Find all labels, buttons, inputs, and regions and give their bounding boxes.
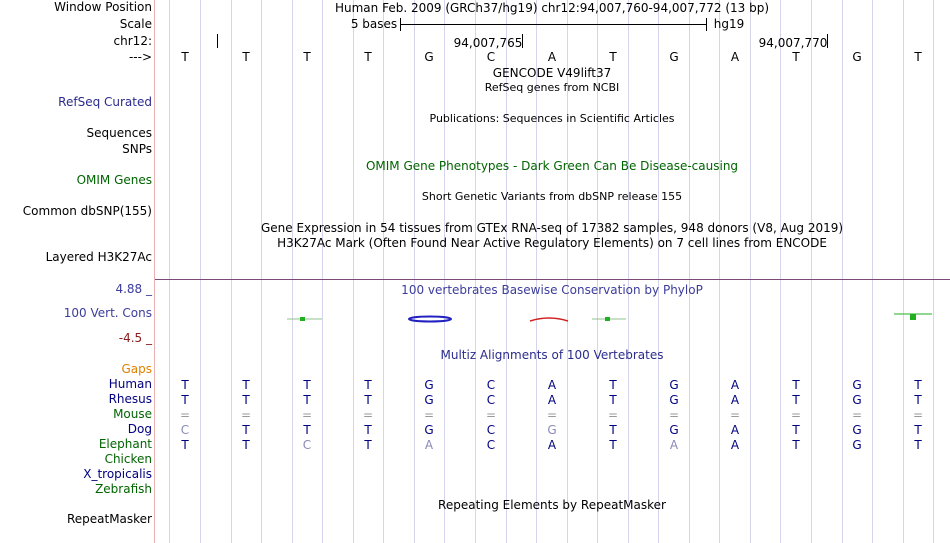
- repeatmasker-track-title[interactable]: Repeating Elements by RepeatMasker: [438, 498, 666, 512]
- species-label[interactable]: X_tropicalis: [83, 467, 152, 481]
- alignment-base: =: [912, 408, 924, 422]
- alignment-base: G: [669, 393, 679, 407]
- alignment-base: =: [790, 408, 802, 422]
- alignment-base: =: [668, 408, 680, 422]
- alignment-base: G: [852, 423, 862, 437]
- alignment-base: C: [486, 393, 496, 407]
- reference-base: T: [242, 50, 250, 64]
- alignment-base: C: [486, 378, 496, 392]
- alignment-base: =: [607, 408, 619, 422]
- sequences-label[interactable]: Sequences: [86, 126, 152, 140]
- species-label[interactable]: Mouse: [113, 407, 152, 421]
- cons-track-title[interactable]: 100 vertebrates Basewise Conservation by PhyloP: [401, 283, 703, 297]
- alignment-base: T: [364, 438, 372, 452]
- species-label[interactable]: Rhesus: [108, 392, 152, 406]
- alignment-base: T: [364, 393, 372, 407]
- alignment-base: =: [362, 408, 374, 422]
- alignment-base: A: [424, 438, 434, 452]
- alignment-base: A: [730, 438, 740, 452]
- reference-base: A: [730, 50, 740, 64]
- alignment-base: =: [729, 408, 741, 422]
- alignment-base: G: [547, 423, 557, 437]
- dbsnp-track-title[interactable]: Short Genetic Variants from dbSNP release 155: [421, 190, 683, 203]
- window-position-label: Window Position: [54, 0, 152, 14]
- species-label[interactable]: Elephant: [98, 437, 152, 451]
- strand-label: --->: [128, 50, 152, 64]
- alignment-base: C: [486, 438, 496, 452]
- alignment-base: T: [242, 423, 250, 437]
- alignment-base: T: [181, 378, 189, 392]
- snps-label[interactable]: SNPs: [122, 142, 152, 156]
- alignment-base: A: [547, 393, 557, 407]
- vert-cons-label[interactable]: 100 Vert. Cons: [63, 306, 152, 320]
- alignment-base: =: [485, 408, 497, 422]
- alignment-base: C: [302, 438, 312, 452]
- alignment-base: T: [242, 393, 250, 407]
- coord-label-1: 94,007,765: [453, 36, 523, 50]
- multiz-track-title[interactable]: Multiz Alignments of 100 Vertebrates: [440, 348, 664, 362]
- alignment-base: T: [609, 378, 617, 392]
- reference-base: T: [181, 50, 189, 64]
- chrom-label: chr12:: [113, 34, 152, 48]
- cons-green-mark: [605, 317, 610, 321]
- repeatmasker-label[interactable]: RepeatMasker: [66, 512, 152, 526]
- alignment-base: A: [547, 438, 557, 452]
- species-label[interactable]: Dog: [127, 422, 152, 436]
- cons-green-mark: [910, 314, 916, 320]
- alignment-base: G: [424, 393, 434, 407]
- gtex-track-title[interactable]: Gene Expression in 54 tissues from GTEx RNA-seq of 17382 samples, 948 donors (V8, Aug 2019): [260, 221, 844, 235]
- alignment-base: G: [669, 423, 679, 437]
- layered-h3k27ac-label[interactable]: Layered H3K27Ac: [45, 250, 152, 264]
- alignment-base: T: [609, 438, 617, 452]
- cons-max-label: 4.88 _: [115, 282, 152, 296]
- species-label[interactable]: Zebrafish: [95, 482, 152, 496]
- cons-green-mark: [300, 317, 305, 321]
- cons-blue-mark: [409, 317, 451, 322]
- alignment-base: A: [669, 438, 679, 452]
- gencode-track-title[interactable]: GENCODE V49lift37: [492, 66, 612, 80]
- scale-label: Scale: [119, 17, 152, 31]
- species-label[interactable]: Human: [108, 377, 152, 391]
- reference-base: G: [424, 50, 434, 64]
- alignment-base: T: [303, 378, 311, 392]
- reference-base: A: [547, 50, 557, 64]
- publications-track-title[interactable]: Publications: Sequences in Scientific Articles: [429, 112, 675, 125]
- alignment-base: T: [364, 378, 372, 392]
- alignment-base: =: [423, 408, 435, 422]
- alignment-base: T: [792, 438, 800, 452]
- alignment-base: T: [914, 423, 922, 437]
- alignment-base: T: [242, 438, 250, 452]
- omim-genes-label[interactable]: OMIM Genes: [76, 173, 152, 187]
- alignment-base: T: [609, 393, 617, 407]
- reference-base: C: [486, 50, 496, 64]
- alignment-base: T: [303, 393, 311, 407]
- alignment-base: G: [669, 378, 679, 392]
- alignment-base: G: [424, 423, 434, 437]
- cons-red-mark: [530, 318, 568, 321]
- alignment-base: T: [792, 378, 800, 392]
- reference-base: G: [852, 50, 862, 64]
- alignment-base: T: [914, 378, 922, 392]
- alignment-base: T: [609, 423, 617, 437]
- alignment-base: A: [547, 378, 557, 392]
- alignment-base: =: [851, 408, 863, 422]
- alignment-base: C: [180, 423, 190, 437]
- alignment-base: T: [792, 393, 800, 407]
- omim-track-title[interactable]: OMIM Gene Phenotypes - Dark Green Can Be Disease-causing: [365, 159, 739, 173]
- alignment-base: T: [181, 393, 189, 407]
- alignment-base: T: [181, 438, 189, 452]
- gaps-label[interactable]: Gaps: [121, 362, 152, 376]
- window-position-value[interactable]: Human Feb. 2009 (GRCh37/hg19) chr12:94,007,760-94,007,772 (13 bp): [334, 1, 770, 15]
- alignment-base: G: [852, 393, 862, 407]
- alignment-base: C: [486, 423, 496, 437]
- alignment-base: A: [730, 393, 740, 407]
- h3k27ac-track-title[interactable]: H3K27Ac Mark (Often Found Near Active Regulatory Elements) on 7 cell lines from ENCODE: [277, 236, 827, 250]
- alignment-base: G: [424, 378, 434, 392]
- cons-min-label: -4.5 _: [118, 331, 152, 345]
- alignment-base: =: [301, 408, 313, 422]
- alignment-base: G: [852, 378, 862, 392]
- alignment-base: T: [914, 393, 922, 407]
- alignment-base: T: [792, 423, 800, 437]
- alignment-base: T: [303, 423, 311, 437]
- alignment-base: A: [730, 378, 740, 392]
- alignment-base: T: [242, 378, 250, 392]
- common-dbsnp-label[interactable]: Common dbSNP(155): [22, 204, 152, 218]
- alignment-base: =: [546, 408, 558, 422]
- alignment-base: =: [240, 408, 252, 422]
- species-label[interactable]: Chicken: [104, 452, 152, 466]
- reference-base: G: [669, 50, 679, 64]
- alignment-base: T: [364, 423, 372, 437]
- refseq-curated-label[interactable]: RefSeq Curated: [58, 95, 152, 109]
- refseq-track-title[interactable]: RefSeq genes from NCBI: [484, 81, 620, 94]
- reference-base: T: [609, 50, 617, 64]
- reference-base: T: [914, 50, 922, 64]
- scale-bar-label: 5 bases: [350, 17, 398, 31]
- alignment-base: =: [179, 408, 191, 422]
- reference-base: T: [792, 50, 800, 64]
- coord-label-2: 94,007,770: [758, 36, 828, 50]
- alignment-base: G: [852, 438, 862, 452]
- alignment-base: T: [914, 438, 922, 452]
- alignment-base: A: [730, 423, 740, 437]
- reference-base: T: [303, 50, 311, 64]
- reference-base: T: [364, 50, 372, 64]
- scale-assembly: hg19: [713, 17, 745, 31]
